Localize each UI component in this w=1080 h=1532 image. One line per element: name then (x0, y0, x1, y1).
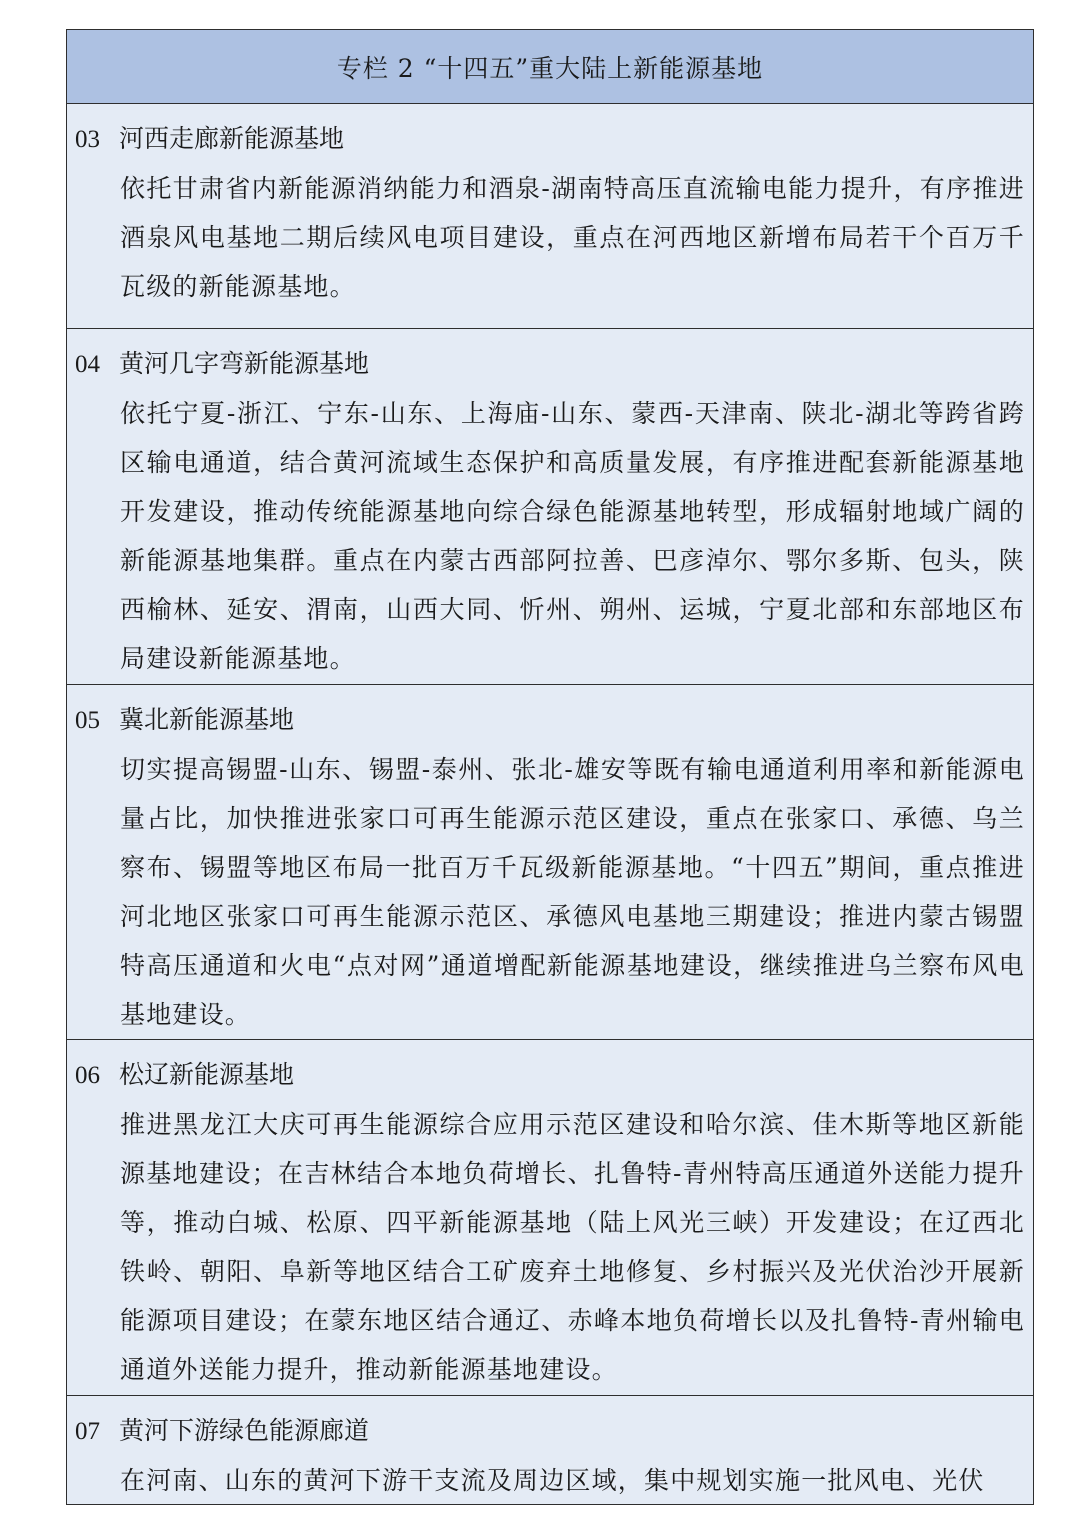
section-title: 黄河下游绿色能源廊道 (119, 1416, 370, 1445)
section-07 (67, 1396, 1033, 1505)
section-body: 切实提高锡盟-山东、锡盟-泰州、张北-雄安等既有输电通道利用率和新能源电量占比，加快推进张家口可再生能源示范区建设，重点在张家口、承德、乌兰察布、锡盟等地区布局一批百万千瓦级新能源基地。“十四五”期间，重点推进河北地区张家口可再生能源示范区、承德风电基地三期建设；推进内蒙古锡盟特高压通道和火电“点对网”通道增配新能源基地建设，继续推进乌兰察布风电基地建设。 (120, 755, 1025, 1029)
section-body: 推进黑龙江大庆可再生能源综合应用示范区建设和哈尔滨、佳木斯等地区新能源基地建设；在吉林结合本地负荷增长、扎鲁特-青州特高压通道外送能力提升等，推动白城、松原、四平新能源基地（陆上风光三峡）开发建设；在辽西北铁岭、朝阳、阜新等地区结合工矿废弃土地修复、乡村振兴及光伏治沙开展新能源项目建设；在蒙东地区结合通辽、赤峰本地负荷增长以及扎鲁特-青州输电通道外送能力提升，推动新能源基地建设。 (120, 1110, 1025, 1384)
section-heading (75, 695, 1025, 745)
section-title: 冀北新能源基地 (119, 705, 295, 734)
section-body: 依托宁夏-浙江、宁东-山东、上海庙-山东、蒙西-天津南、陕北-湖北等跨省跨区输电通道，结合黄河流域生态保护和高质量发展，有序推进配套新能源基地开发建设，推动传统能源基地向综合绿色能源基地转型，形成辐射地域广阔的新能源基地集群。重点在内蒙古西部阿拉善、巴彦淖尔、鄂尔多斯、包头，陕西榆林、延安、渭南，山西大同、忻州、朔州、运城，宁夏北部和东部地区布局建设新能源基地。 (120, 399, 1025, 673)
section-body: 依托甘肃省内新能源消纳能力和酒泉-湖南特高压直流输电能力提升，有序推进酒泉风电基地二期后续风电项目建设，重点在河西地区新增布局若干个百万千瓦级的新能源基地。 (120, 174, 1025, 301)
section-number: 06 (75, 1062, 100, 1089)
section-heading (75, 1050, 1025, 1100)
section-title: 河西走廊新能源基地 (119, 124, 345, 153)
section-06 (67, 1040, 1033, 1396)
box-title: 专栏 2 “十四五”重大陆上新能源基地 (336, 53, 764, 83)
section-number: 03 (75, 126, 100, 153)
feature-box (66, 29, 1034, 1505)
section-number: 04 (75, 351, 100, 378)
section-title: 黄河几字弯新能源基地 (119, 349, 370, 378)
section-number: 05 (75, 707, 100, 734)
section-number: 07 (75, 1418, 100, 1445)
section-heading (75, 114, 1025, 164)
section-05 (67, 685, 1033, 1040)
section-heading (75, 1406, 1025, 1456)
section-body: 在河南、山东的黄河下游干支流及周边区域，集中规划实施一批风电、光伏 (120, 1466, 985, 1495)
section-heading (75, 339, 1025, 389)
section-03 (67, 104, 1033, 329)
box-header (67, 30, 1033, 104)
section-04 (67, 329, 1033, 685)
section-title: 松辽新能源基地 (119, 1060, 295, 1089)
